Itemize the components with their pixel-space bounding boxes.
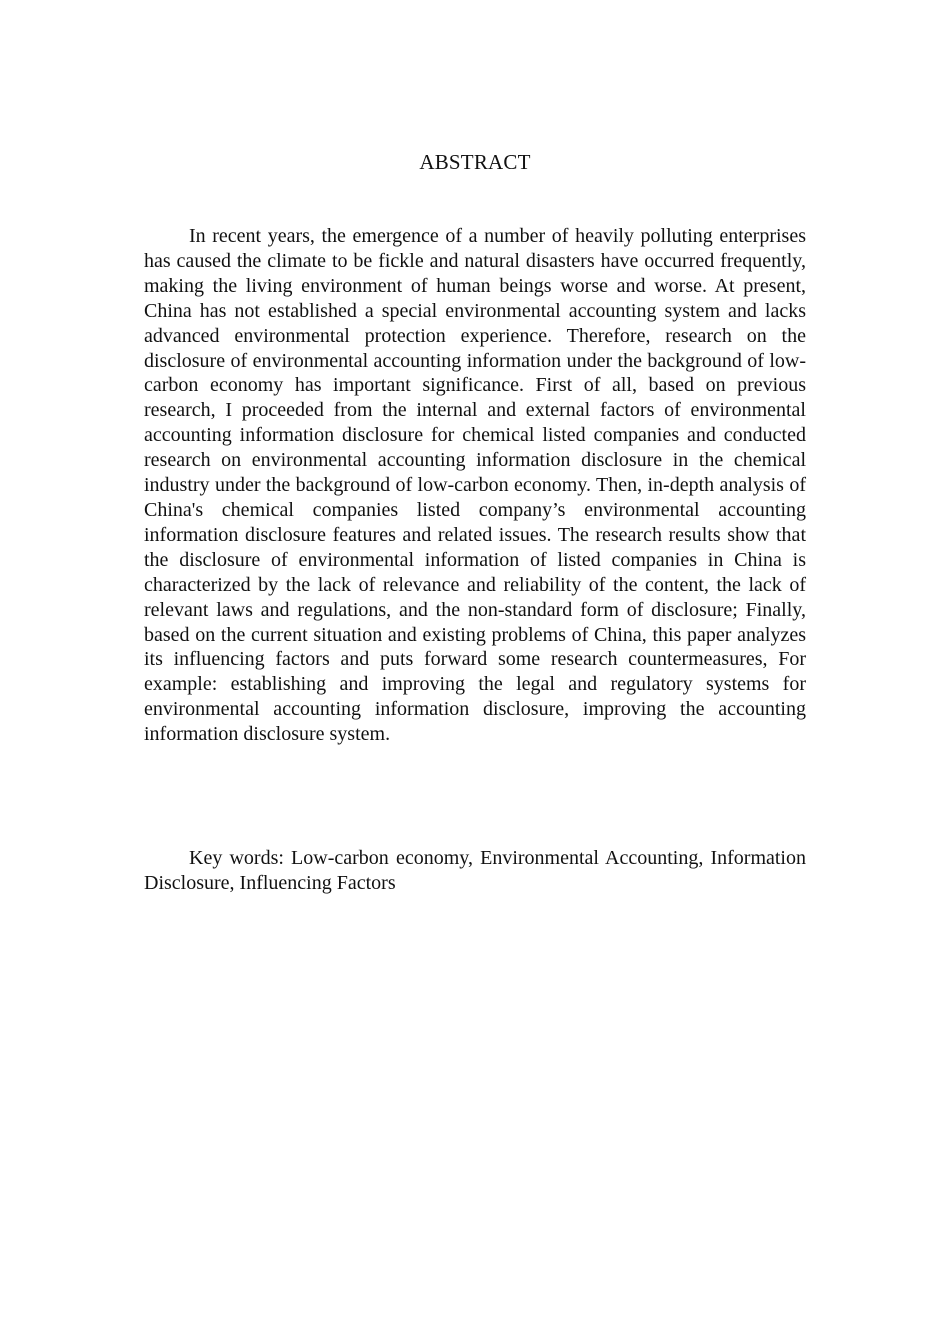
keywords-paragraph: Key words: Low-carbon economy, Environmental Accounting, Information Disclosure, Influencing Factors bbox=[144, 847, 806, 894]
abstract-heading: ABSTRACT bbox=[419, 150, 531, 174]
abstract-paragraph: In recent years, the emergence of a number of heavily polluting enterprises has caused the climate to be fickle and natural disasters have occurred frequently, making the living environment of human beings worse and worse. At present, China has not established a special environmental accounting system and lacks advanced environmental protection experience. Therefore, research on the disclosure of environmental accounting information under the background of low-carbon economy has important significance. First of all, based on previous research, I proceeded from the internal and external factors of environmental accounting information disclosure for chemical listed companies and conducted research on environmental accounting information disclosure in the chemical industry under the background of low-carbon economy. Then, in-depth analysis of China's chemical companies listed company’s environmental accounting information disclosure features and related issues. The research results show that the disclosure of environmental information of listed companies in China is characterized by the lack of relevance and reliability of the content, the lack of relevant laws and regulations, and the non-standard form of disclosure; Finally, based on the current situation and existing problems of China, this paper analyzes its influencing factors and puts forward some research countermeasures, For example: establishing and improving the legal and regulatory systems for environmental accounting information disclosure, improving the accounting information disclosure system. bbox=[144, 225, 806, 746]
